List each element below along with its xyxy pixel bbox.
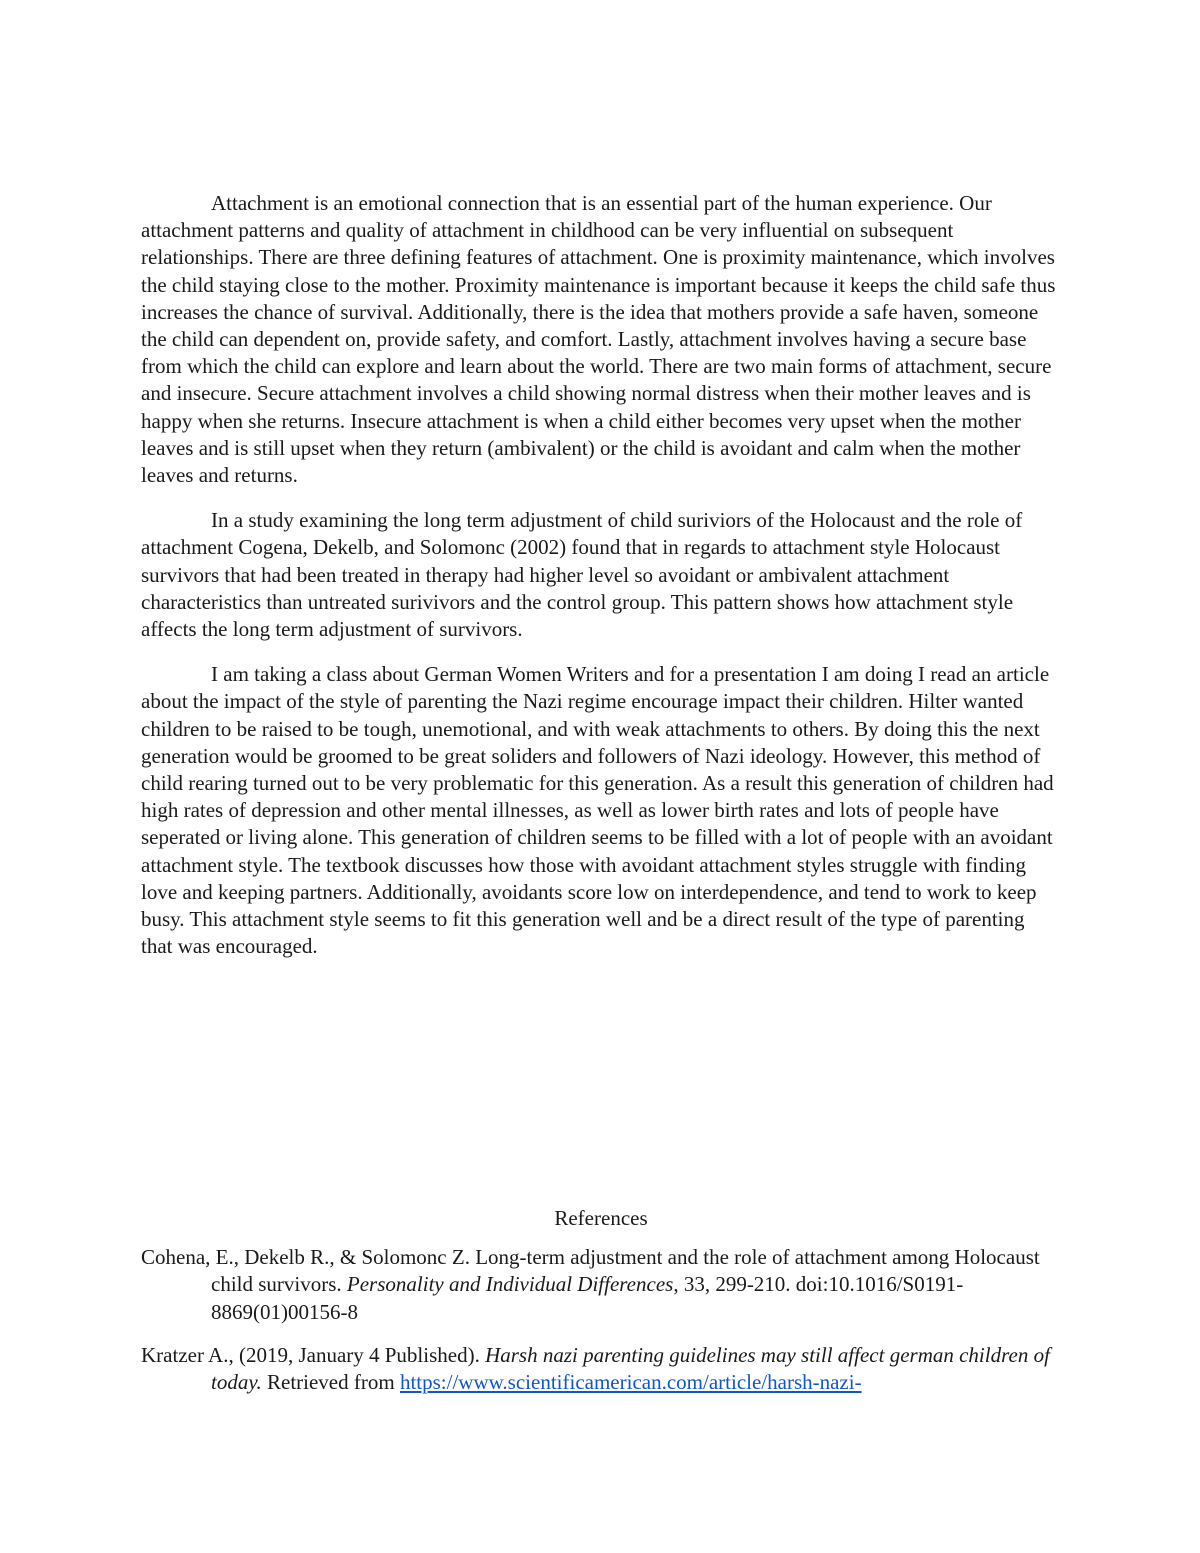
reference-journal-title: Personality and Individual Differences [346, 1272, 674, 1297]
reference-text: Retrieved from [261, 1370, 400, 1395]
essay-body [141, 190, 1061, 978]
paragraph-nazi-parenting: I am taking a class about German Women Writers and for a presentation I am doing I read an article about the impact of the style of parenting the Nazi regime encourage impact their children. Hilter wanted children to be raised to be tough, unemotional, and with weak attachments to others. By doing this the next generation would be groomed to be great soliders and followers of Nazi ideology. However, this method of child rearing turned out to be very problematic for this generation. As a result this generation of children had high rates of depression and other mental illnesses, as well as lower birth rates and lots of people have seperated or living alone. This generation of children seems to be filled with a lot of people with an avoidant attachment style. The textbook discusses how those with avoidant attachment styles struggle with finding love and keeping partners. Additionally, avoidants score low on interdependence, and tend to work to keep busy. This attachment style seems to fit this generation well and be a direct result of the type of parenting that was encouraged. [141, 662, 1054, 959]
paragraph-holocaust-study: In a study examining the long term adjustment of child suriviors of the Holocaust and the role of attachment Cogena, Dekelb, and Solomonc (2002) found that in regards to attachment style Holocaust survivors that had been treated in therapy had higher level so avoidant or ambivalent attachment characteristics than untreated surivivors and the control group. This pattern shows how attachment style affects the long term adjustment of survivors. [141, 508, 1023, 642]
references-section [141, 1205, 1061, 1412]
reference-text: Kratzer A., (2019, January 4 Published). [141, 1342, 486, 1367]
reference-entry-cohena [141, 1244, 1061, 1326]
references-heading: References [554, 1206, 648, 1230]
reference-url-link[interactable]: https://www.scientificamerican.com/article/harsh-nazi- [399, 1370, 862, 1395]
reference-entry-kratzer [141, 1342, 1061, 1396]
reference-article-title: Harsh nazi parenting guidelines may still affect german children of today. [211, 1342, 1050, 1395]
reference-text: , 33, 299-210. doi:10.1016/S0191-8869(01)00156-8 [211, 1272, 964, 1324]
reference-text: Cohena, E., Dekelb R., & Solomonc Z. Long-term adjustment and the role of attachment among Holocaust child survivors. [141, 1245, 1040, 1297]
paragraph-attachment-overview: Attachment is an emotional connection that is an essential part of the human experience. Our attachment patterns and quality of attachment in childhood can be very influential on subsequent relationships. There are three defining features of attachment. One is proximity maintenance, which involves the child staying close to the mother. Proximity maintenance is important because it keeps the child safe thus increases the chance of survival. Additionally, there is the idea that mothers provide a safe haven, someone the child can dependent on, provide safety, and comfort. Lastly, attachment involves having a secure base from which the child can explore and learn about the world. There are two main forms of attachment, secure and insecure. Secure attachment involves a child showing normal distress when their mother leaves and is happy when she returns. Insecure attachment is when a child either becomes very upset when the mother leaves and is still upset when they return (ambivalent) or the child is avoidant and calm when the mother leaves and returns. [141, 191, 1056, 488]
